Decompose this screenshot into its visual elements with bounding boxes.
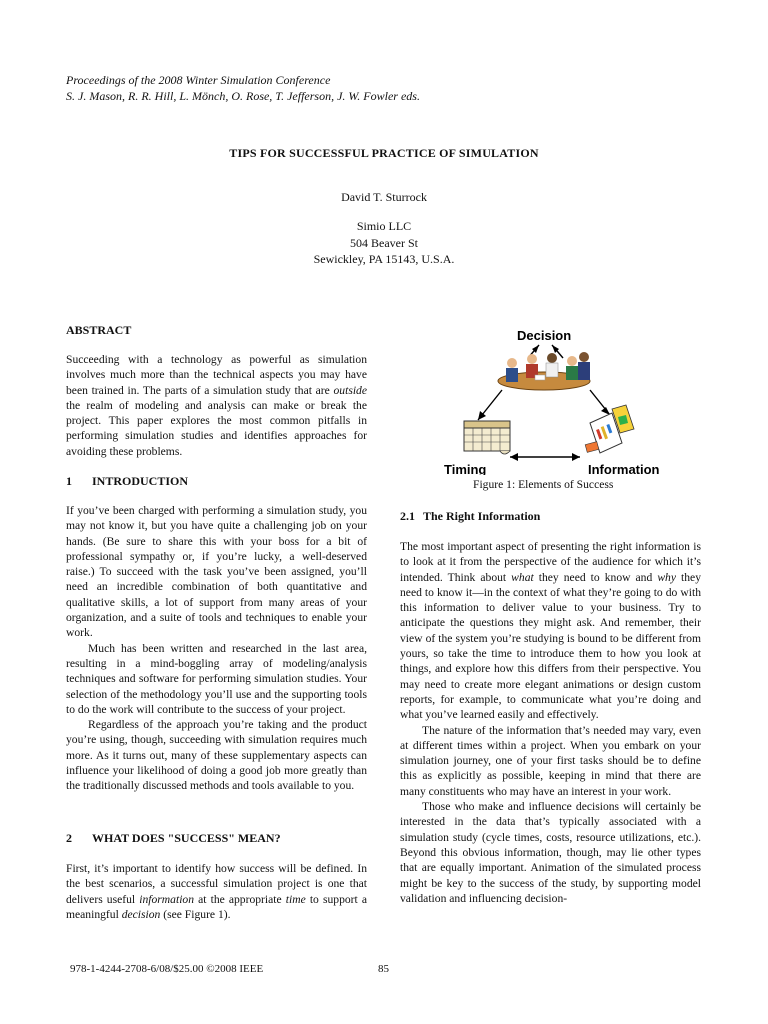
- paragraph: [400, 539, 701, 723]
- proceedings-title: Proceedings of the 2008 Winter Simulation Conference: [66, 73, 331, 87]
- label-information: Information: [588, 462, 660, 475]
- meeting-people-icon: [498, 352, 590, 390]
- text-run: they need to know and: [533, 570, 658, 584]
- section-1-heading: [66, 474, 188, 489]
- paragraph: Regardless of the approach you’re taking and the product you’re using, though, succeeding with simulation requires much more. As it turns out, many of these supplementary aspects can influence your likelihood of doing a good job more greatly than the traditionally discussed methods and tools available to you.: [66, 718, 367, 793]
- calendar-icon: [464, 421, 510, 454]
- figure-1-diagram: [440, 325, 670, 475]
- section-1-body: [66, 503, 367, 794]
- documents-chart-icon: [585, 405, 634, 453]
- text-run: they need to know it—in the context of what they’re going to do with this information to deliver value to your business. Try to anticipate the questions they might ask. And remember, their view of the system you’re studying is bound to be different from yours, so take the time to introduce them to how you look at things, and explore how this differs from their perspective. You may need to create more elegant animations or design custom reports, for example, to communicate what you’re doing and what you’ve learned easily and effectively.: [400, 570, 701, 722]
- abstract-text: Succeeding with a technology as powerful as simulation involves much more than the technical aspects you may have been trained in. The parts of a simulation study that are: [66, 353, 367, 397]
- arrow-head: [510, 453, 518, 461]
- abstract-heading: ABSTRACT: [66, 323, 132, 337]
- affiliation-org: Simio LLC: [356, 219, 412, 233]
- text-run: (see Figure 1).: [160, 907, 231, 921]
- section-2-1-body: [400, 539, 701, 906]
- proceedings-editors: S. J. Mason, R. R. Hill, L. Mönch, O. Rose, T. Jefferson, J. W. Fowler eds.: [66, 89, 420, 103]
- label-timing: Timing: [444, 462, 487, 475]
- figure-1: [440, 325, 670, 475]
- abstract-text-end: the realm of modeling and analysis can make or break the project. This paper explores the most common pitfalls in performing simulation studies and identifies approaches for avoiding these problems.: [66, 398, 367, 458]
- text-run: First, it’s important to identify how success will be defined. In the best scenarios, a successful simulation project is one that delivers useful: [66, 862, 367, 906]
- section-title: WHAT DOES "SUCCESS" MEAN?: [92, 831, 281, 845]
- author-name: David T. Sturrock: [341, 190, 427, 204]
- emphasis: time: [285, 892, 306, 906]
- section-number: 2.1: [400, 509, 415, 523]
- footer-isbn: 978-1-4244-2708-6/08/$25.00 ©2008 IEEE: [70, 963, 264, 975]
- paragraph: [66, 861, 367, 922]
- emphasis: why: [657, 570, 676, 584]
- page-number: 85: [378, 963, 389, 975]
- text-run: to support a meaningful: [66, 892, 367, 921]
- paragraph: The nature of the information that’s needed may vary, even at different times within a project. When you embark on your simulation journey, one of your first tasks should be to define this as explicitly as possible, keeping in mind that there are many constituents who may have an interest in your work.: [400, 723, 701, 798]
- paragraph: If you’ve been charged with performing a simulation study, you may not know it, but you have quite a challenging job on your hands. (Be sure to share this with your boss for a bit of professional sympathy or, if you’re lucky, a well-deserved raise.) To succeed with the task you’ve been assigned, you’ll need an incredible combination of both quantitative and qualitative skills, a lot of support from many areas of your organization, and a suite of tools and techniques to enable your work.: [66, 504, 367, 640]
- text-run: The most important aspect of presenting the right information is to look at it from the perspective of the audience for which it’s intended. Think about: [400, 540, 701, 584]
- abstract-paragraph: [66, 352, 367, 459]
- affiliation-city: Sewickley, PA 15143, U.S.A.: [313, 252, 455, 266]
- section-title: The Right Information: [423, 509, 541, 523]
- paragraph: Those who make and influence decisions will certainly be interested in the data that’s typically associated with a simulation study (cycle times, costs, resource utilizations, etc.). Beyond this obvious information, though, may lie other types that are equally important. Animation of the simulated process might be key to the success of the study, by supporting model validation and influencing decision-: [400, 800, 701, 905]
- arrow-head: [601, 407, 610, 415]
- text-run: at the appropriate: [194, 892, 286, 906]
- arrow-head: [572, 453, 580, 461]
- abstract-body: [66, 352, 367, 459]
- emphasis: decision: [121, 907, 161, 921]
- section-2-body: [66, 861, 367, 922]
- section-number: 2: [66, 831, 72, 845]
- paper-title: TIPS FOR SUCCESSFUL PRACTICE OF SIMULATION: [229, 146, 539, 160]
- proceedings-header: [66, 72, 420, 104]
- section-number: 1: [66, 474, 72, 488]
- section-title: INTRODUCTION: [92, 474, 189, 488]
- paragraph: Much has been written and researched in the last area, resulting in a mind-boggling array of modeling/analysis techniques and software for performing simulation studies. Your selection of the methodology you’ll use and the supporting tools to do the work will contribute to the success of your project.: [66, 641, 367, 716]
- abstract-emphasis: outside: [333, 383, 367, 397]
- section-2-heading: [66, 831, 281, 846]
- section-2-1-heading: [400, 509, 540, 524]
- emphasis: what: [511, 570, 534, 584]
- affiliation-street: 504 Beaver St: [350, 235, 418, 250]
- affiliation: [0, 218, 768, 268]
- emphasis: information: [139, 892, 195, 906]
- label-decision: Decision: [517, 328, 572, 343]
- figure-1-caption: Figure 1: Elements of Success: [473, 478, 614, 491]
